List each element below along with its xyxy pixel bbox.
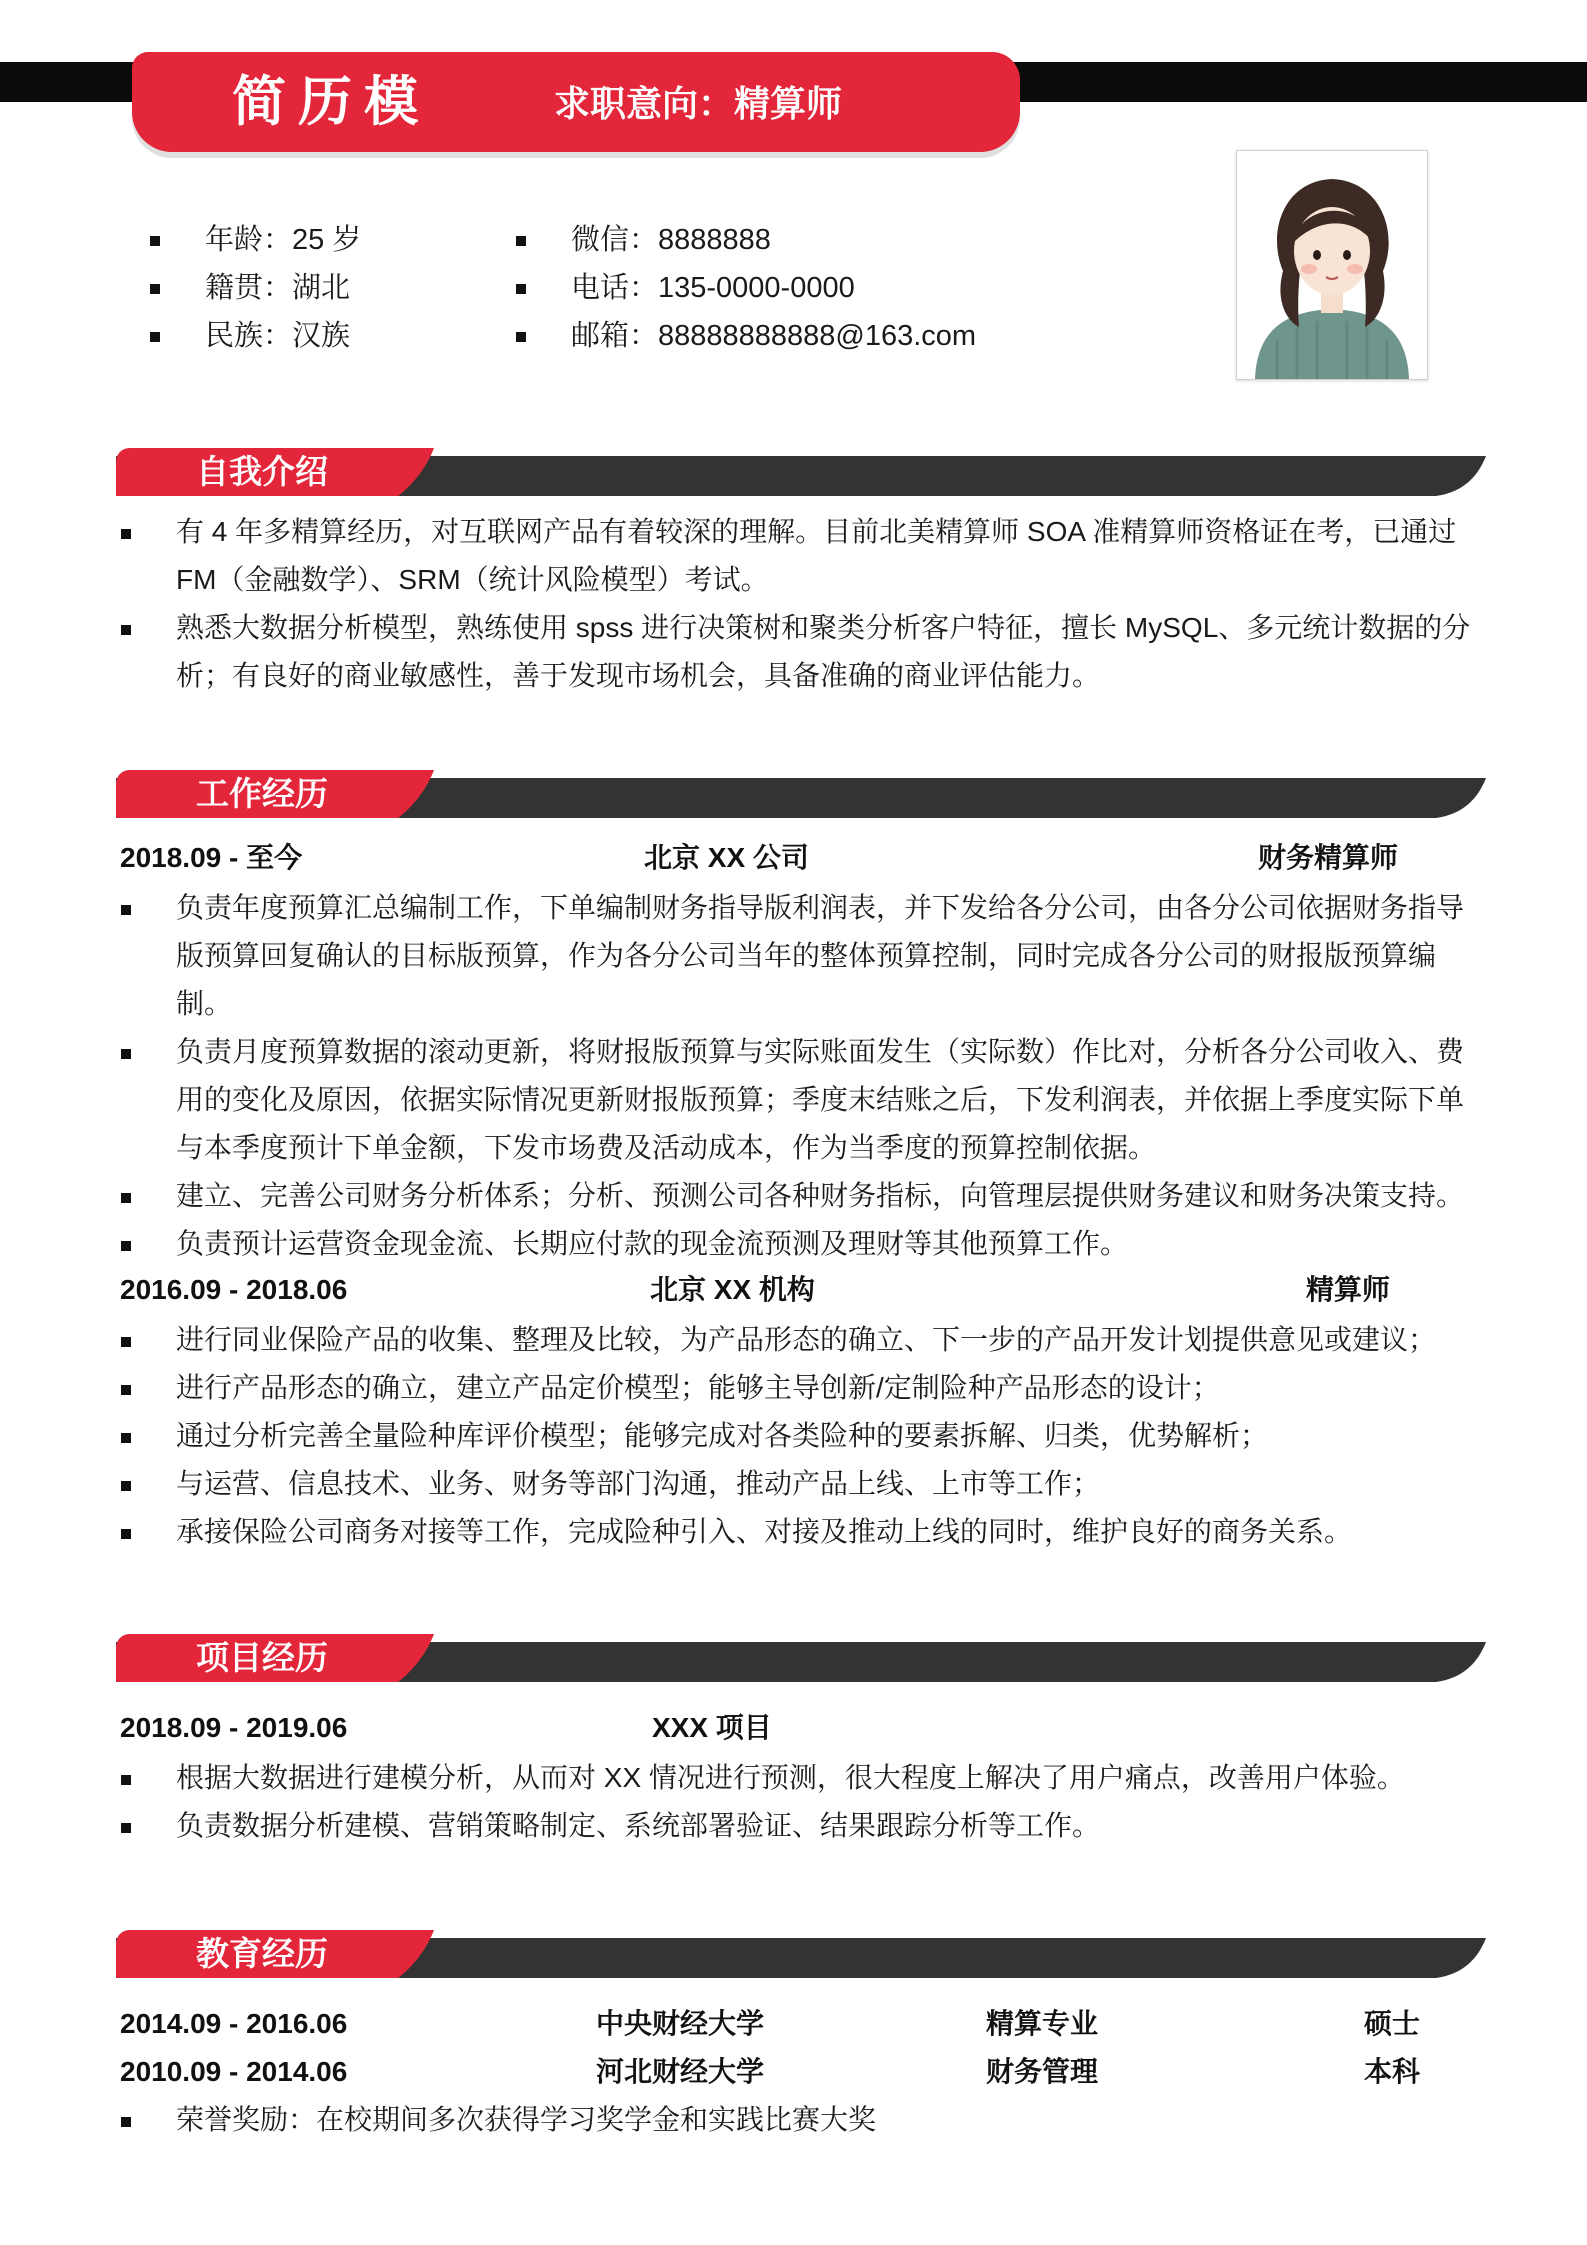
edu-major: 财务管理 [986,2056,1099,2087]
list-item: 负责月度预算数据的滚动更新，将财报版预算与实际账面发生（实际数）作比对，分析各分公司收入、费用的变化及原因，依据实际情况更新财报版预算；季度末结账之后，下发利润表，并依据上季度实际下单与本季度预计下单金额，下发市场费及活动成本，作为当季度的预算控制依据。 [116,1028,1486,1172]
list-item: 建立、完善公司财务分析体系；分析、预测公司各种财务指标，向管理层提供财务建议和财务决策支持。 [116,1172,1486,1220]
resume-name: 简历模 [232,72,430,132]
section-title: 工作经历 [196,775,328,812]
job-period: 2016.09 - 2018.06 [120,1274,348,1305]
bullet-square-icon [121,529,131,539]
bullet-square-icon [121,625,131,635]
list-item: 进行同业保险产品的收集、整理及比较，为产品形态的确立、下一步的产品开发计划提供意见或建议； [116,1316,1486,1364]
section-header-work [116,770,1486,818]
job-bullets [116,884,1486,1268]
bullet-square-icon [121,1241,131,1251]
list-item: 熟悉大数据分析模型，熟练使用 spss 进行决策树和聚类分析客户特征，擅长 MySQL、多元统计数据的分析；有良好的商业敏感性，善于发现市场机会，具备准确的商业评估能力。 [116,604,1486,700]
list-item: 负责预计运营资金现金流、长期应付款的现金流预测及理财等其他预算工作。 [116,1220,1486,1268]
edu-school: 河北财经大学 [596,2056,765,2087]
job-company: 北京 XX 公司 [644,842,809,873]
edu-major: 精算专业 [986,2008,1099,2039]
edu-school: 中央财经大学 [596,2008,765,2039]
bullet-square-icon [121,1823,131,1833]
job-intent: 求职意向：精算师 [554,83,843,124]
bullet-square-icon [121,905,131,915]
bullet-square-icon [121,1049,131,1059]
list-item: 进行产品形态的确立，建立产品定价模型；能够主导创新/定制险种产品形态的设计； [116,1364,1486,1412]
bullet-square-icon [121,1529,131,1539]
project-period: 2018.09 - 2019.06 [120,1712,348,1743]
education-bullets [116,2096,1486,2144]
list-item: 负责数据分析建模、营销策略制定、系统部署验证、结果跟踪分析等工作。 [116,1802,1486,1850]
name-banner [132,52,1020,152]
section-header-education [116,1930,1486,1978]
job-period: 2018.09 - 至今 [120,842,303,873]
list-item: 与运营、信息技术、业务、财务等部门沟通，推动产品上线、上市等工作； [116,1460,1486,1508]
intro-bullets [116,508,1486,700]
bullet-square-icon [150,332,160,342]
list-item: 通过分析完善全量险种库评价模型；能够完成对各类险种的要素拆解、归类，优势解析； [116,1412,1486,1460]
bullet-square-icon [121,2117,131,2127]
bullet-square-icon [121,1775,131,1785]
bullet-square-icon [150,236,160,246]
edu-period: 2014.09 - 2016.06 [120,2008,348,2039]
project-name: XXX 项目 [652,1712,772,1743]
section-title: 项目经历 [196,1639,328,1676]
job-role: 财务精算师 [1258,842,1399,873]
list-item: 有 4 年多精算经历，对互联网产品有着较深的理解。目前北美精算师 SOA 准精算师资格证在考，已通过 FM（金融数学）、SRM（统计风险模型）考试。 [116,508,1486,604]
edu-degree: 硕士 [1364,2008,1421,2039]
bullet-square-icon [121,1433,131,1443]
bullet-square-icon [150,284,160,294]
bullet-square-icon [516,332,526,342]
bullet-square-icon [121,1385,131,1395]
bullet-square-icon [121,1481,131,1491]
project-bullets [116,1754,1486,1850]
job-role: 精算师 [1306,1274,1391,1305]
section-title: 教育经历 [196,1935,328,1972]
list-item: 荣誉奖励：在校期间多次获得学习奖学金和实践比赛大奖 [116,2096,1486,2144]
list-item: 根据大数据进行建模分析，从而对 XX 情况进行预测，很大程度上解决了用户痛点，改善用户体验。 [116,1754,1486,1802]
section-title: 自我介绍 [196,453,328,490]
avatar-photo [1236,150,1428,380]
edu-period: 2010.09 - 2014.06 [120,2056,348,2087]
edu-degree: 本科 [1364,2056,1421,2087]
avatar-illustration-icon [1237,151,1427,379]
bullet-square-icon [516,236,526,246]
job-bullets [116,1316,1486,1556]
section-header-intro [116,448,1486,496]
bullet-square-icon [516,284,526,294]
bullet-square-icon [121,1193,131,1203]
list-item: 负责年度预算汇总编制工作，下单编制财务指导版利润表，并下发给各分公司，由各分公司依据财务指导版预算回复确认的目标版预算，作为各分公司当年的整体预算控制，同时完成各分公司的财报版预算编制。 [116,884,1486,1028]
bullet-square-icon [121,1337,131,1347]
list-item: 承接保险公司商务对接等工作，完成险种引入、对接及推动上线的同时，维护良好的商务关系。 [116,1508,1486,1556]
section-header-project [116,1634,1486,1682]
job-company: 北京 XX 机构 [650,1274,815,1305]
